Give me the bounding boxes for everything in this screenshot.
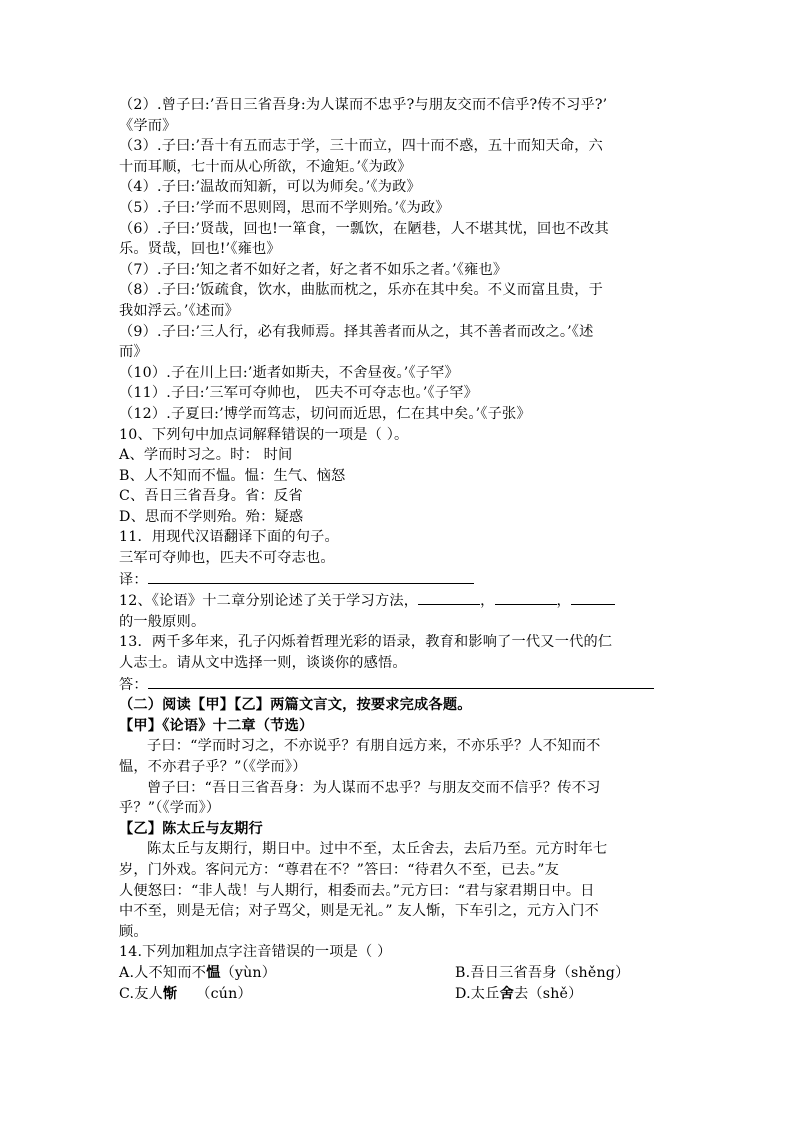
question-10-option-c: C、吾日三省吾身。省：反省 (119, 488, 303, 505)
quote-line: （10）.子在川上曰:’逝者如斯夫，不舍昼夜。’《子罕》 (119, 364, 459, 381)
question-14-stem: 14.下列加粗加点字注音错误的一项是（ ） (119, 944, 392, 961)
passage-line: 乎？”（《学而》） (119, 800, 221, 817)
quote-list (119, 95, 679, 425)
question-13-line: 人志士。请从文中选择一则，谈谈你的感悟。 (119, 655, 407, 672)
question-12-line (119, 590, 679, 612)
question-14-option-a: A.人不知而不愠（yùn） (119, 964, 277, 981)
question-10-option-d: D、思而不学则殆。殆：疑惑 (119, 508, 304, 525)
quote-line: 《学而》 (119, 117, 177, 134)
question-14-option-c: C.友人惭 （cún） (119, 985, 252, 1002)
answer-label: 答： (119, 676, 148, 693)
answer-blank[interactable] (148, 674, 654, 689)
question-11-answer-line (119, 569, 679, 591)
answer-blank[interactable] (148, 569, 474, 584)
passage-line: 岁，门外戏。客问元方：“尊君在不？”答曰：“待君久不至，已去。”友 (119, 861, 559, 878)
question-11-stem: 11．用现代汉语翻译下面的句子。 (119, 529, 339, 546)
quote-line: （3）.子曰:’吾十有五而志于学，三十而立，四十而不惑，五十而知天命，六 (119, 138, 604, 155)
section-heading: （二）阅读【甲】【乙】两篇文言文，按要求完成各题。 (119, 697, 472, 714)
quote-line: （9）.子曰:’三人行，必有我师焉。择其善者而从之，其不善者而改之。’《述 (119, 323, 594, 340)
answer-blank[interactable] (418, 590, 480, 605)
answer-label: 译： (119, 571, 148, 588)
passage-line: 曾子曰：“吾日三省吾身：为人谋而不忠乎？与朋友交而不信乎？传不习 (147, 779, 601, 796)
separator: ， (480, 593, 495, 610)
question-12-text-end: 的一般原则。 (119, 613, 206, 630)
quote-line: （7）.子曰:’知之者不如好之者，好之者不如乐之者。’《雍也》 (119, 261, 508, 278)
passage-line: 陈太丘与友期行，期日中。过中不至，太丘舍去，去后乃至。元方时年七 (147, 841, 608, 858)
answer-blank[interactable] (495, 590, 557, 605)
passage-line: 子曰：“学而时习之，不亦说乎？有朋自远方来，不亦乐乎？人不知而不 (147, 738, 601, 755)
question-10-option-b: B、人不知而不愠。愠：生气、恼怒 (119, 467, 346, 484)
quote-line: （8）.子曰:’饭疏食，饮水，曲肱而枕之，乐亦在其中矣。不义而富且贵，于 (119, 282, 604, 299)
quote-line: 而》 (119, 344, 148, 361)
question-11 (119, 527, 679, 590)
passage-line: 中不至，则是无信；对子骂父，则是无礼。” 友人惭，下车引之，元方入门不 (119, 903, 599, 920)
question-13-line: 13．两千多年来，孔子闪烁着哲理光彩的语录，教育和影响了一代又一代的仁 (119, 634, 613, 651)
quote-line: 十而耳顺，七十而从心所欲，不逾矩。’《为政》 (119, 158, 412, 175)
passage-line: 人便怒曰：“非人哉！与人期行，相委而去。”元方曰：“君与家君期日中。日 (119, 882, 595, 899)
answer-blank[interactable] (571, 590, 615, 605)
passage-line: 顾。 (119, 923, 148, 940)
question-12 (119, 590, 679, 632)
question-10-stem: 10、下列句中加点词解释错误的一项是（ ）。 (119, 426, 409, 443)
quote-line: （5）.子曰:’学而不思则罔，思而不学则殆。’《为政》 (119, 199, 450, 216)
question-10 (119, 425, 679, 528)
question-11-sentence: 三军可夺帅也，匹夫不可夺志也。 (119, 550, 335, 567)
quote-line: 乐。贤哉，回也!’《雍也》 (119, 241, 281, 258)
quote-line: 我如浮云。’《述而》 (119, 302, 239, 319)
quote-line: （11）.子曰:’三军可夺帅也， 匹夫不可夺志也。’《子罕》 (119, 385, 478, 402)
question-14-options-row (119, 963, 679, 984)
quote-line: （12）.子夏曰:’博学而笃志，切问而近思，仁在其中矣。’《子张》 (119, 405, 531, 422)
passage-yi-title: 【乙】陈太丘与友期行 (119, 820, 263, 837)
quote-line: （4）.子曰:’温故而知新，可以为师矣。’《为政》 (119, 179, 421, 196)
question-13 (119, 632, 679, 695)
quote-line: （6）.子曰:’贤哉，回也!一箪食，一瓢饮，在陋巷，人不堪其忧，回也不改其 (119, 220, 609, 237)
question-14-option-b: B.吾日三省吾身（shěng） (455, 964, 630, 981)
section-2 (119, 695, 679, 942)
separator: ， (556, 593, 571, 610)
question-12-text: 12、《论语》十二章分别论述了关于学习方法， (119, 593, 419, 610)
question-14 (119, 942, 679, 1004)
passage-jia-title: 【甲】《论语》十二章（节选） (119, 717, 314, 734)
passage-line: 愠，不亦君子乎？”（《学而》） (119, 759, 307, 775)
question-14-options-row (119, 984, 679, 1005)
question-14-option-d: D.太丘舍去（shě） (455, 985, 583, 1002)
question-10-option-a: A、学而时习之。时： 时间 (119, 447, 293, 464)
document-page (119, 95, 679, 1004)
question-13-answer-line (119, 674, 679, 696)
quote-line: （2）.曾子曰:’吾日三省吾身:为人谋而不忠乎?与朋友交而不信乎?传不习乎?’ (119, 97, 608, 113)
